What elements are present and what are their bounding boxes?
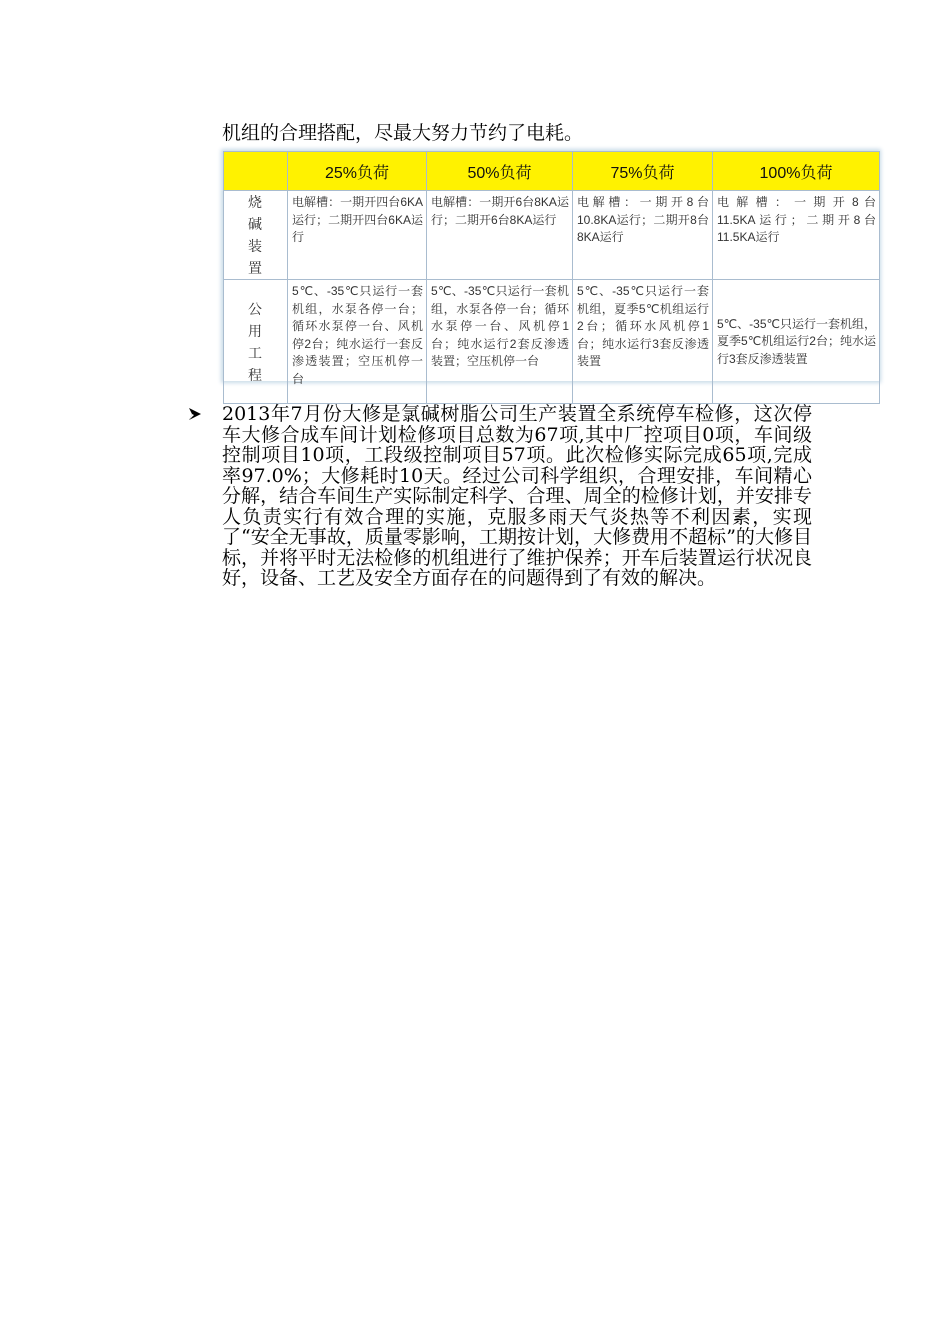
arrow-bullet-icon (188, 406, 202, 425)
load-schedule-table (223, 151, 880, 404)
header-50: 50%负荷 (427, 152, 573, 191)
header-corner (224, 152, 288, 191)
row-label-caustic: 烧碱装置 (224, 191, 288, 280)
table-cell: 5℃、-35℃只运行一套机组，水泵各停一台；循环水泵停一台、风机停1台；纯水运行2套反渗透装置；空压机停一台 (427, 280, 573, 404)
table-cell: 电解槽：一期开四台6KA运行；二期开四台6KA运行 (288, 191, 427, 280)
row-label-utilities: 公用工程 (224, 280, 288, 404)
table-cell: 电 解 槽 ： 一 期 开 8 台11.5KA运行；二期开8台11.5KA运行 (713, 191, 880, 280)
header-75: 75%负荷 (573, 152, 713, 191)
bullet-paragraph: 2013年7月份大修是氯碱树脂公司生产装置全系统停车检修，这次停车大修合成车间计划检修项目总数为67项,其中厂控项目0项，车间级控制项目10项，工段级控制项目57项。此次检修实际完成65项,完成率97.0%；大修耗时10天。经过公司科学组织，合理安排，车间精心分解，结合车间生产实际制定科学、合理、周全的检修计划，并安排专人负责实行有效合理的实施，克服多雨天气炎热等不利因素，实现了“安全无事故，质量零影响，工期按计划，大修费用不超标”的大修目标，并将平时无法检修的机组进行了维护保养；开车后装置运行状况良好，设备、工艺及安全方面存在的问题得到了有效的解决。 (222, 403, 812, 589)
table-cell: 5℃、-35℃只运行一套机组，水泵各停一台；循环水泵停一台、风机停2台；纯水运行一套反渗透装置；空压机停一台 (288, 280, 427, 404)
table-row (224, 280, 880, 404)
table-cell: 5℃、-35℃只运行一套机组，夏季5℃机组运行2台；纯水运行3套反渗透装置 (713, 280, 880, 404)
intro-paragraph: 机组的合理搭配，尽最大努力节约了电耗。 (222, 122, 584, 144)
header-25: 25%负荷 (288, 152, 427, 191)
table-cell: 电解槽：一期开8台10.8KA运行；二期开8台8KA运行 (573, 191, 713, 280)
load-table (223, 151, 879, 386)
table-cell: 电解槽：一期开6台8KA运行；二期开6台8KA运行 (427, 191, 573, 280)
table-row (224, 191, 880, 280)
table-header-row (224, 152, 880, 191)
bullet-item (188, 404, 828, 589)
table-cell: 5℃、-35℃只运行一套机组，夏季5℃机组运行2台；循环水风机停1台；纯水运行3套反渗透装置 (573, 280, 713, 404)
header-100: 100%负荷 (713, 152, 880, 191)
